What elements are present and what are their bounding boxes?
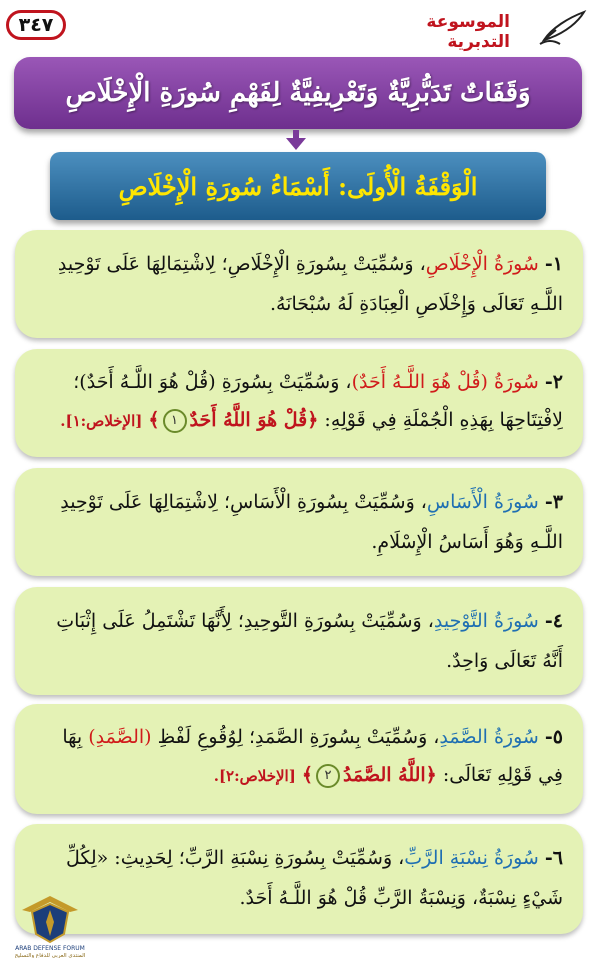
item-number: ٦- [544, 847, 563, 869]
item-number: ١- [544, 253, 563, 275]
list-item [15, 824, 583, 934]
verse-number: ٢ [316, 764, 340, 788]
site-title: الموسوعة التدبرية [426, 12, 510, 52]
quran-verse-close: ﴾ [148, 409, 160, 431]
item-number: ٥- [544, 726, 563, 748]
section-title: الْوَقْفَةُ الْأُولَى: أَسْمَاءُ سُورَةِ الْإِخْلَاصِ [118, 171, 478, 201]
item-number: ٣- [544, 491, 563, 513]
list-item [15, 704, 583, 814]
quill-pen-icon [538, 8, 588, 48]
verse-reference: [الإخلاص:١]. [60, 412, 143, 430]
forum-logo [2, 892, 98, 958]
list-item [15, 468, 583, 576]
item-text: ، وَسُمِّيَتْ بِسُورَةِ نِسْبَةِ الرَّبِّ؛ لِحَدِيثِ: «لِكُلِّ شَيْءٍ نِسْبَةٌ، وَنِسْبَةُ الرَّبِّ قُلْ هُوَ اللَّـهُ أَحَدٌ. [65, 847, 563, 909]
item-number: ٤- [544, 610, 563, 632]
item-text: ، وَسُمِّيَتْ بِسُورَةِ الْإِخْلَاصِ؛ لِاشْتِمَالِهَا عَلَى تَوْحِيدِ اللَّـهِ تَعَالَى وَإِخْلَاصِ الْعِبَادَةِ لَهُ سُبْحَانَهُ. [57, 253, 563, 315]
item-text-2: بِهَا فِي قَوْلِهِ تَعَالَى: [62, 726, 563, 786]
item-number: ٢- [544, 371, 563, 393]
logo-text-arabic: المنتدى العربي للدفاع والتسليح [14, 953, 86, 958]
down-arrow-icon [284, 130, 308, 152]
surah-name: سُورَةُ الْإِخْلَاصِ [425, 253, 539, 275]
list-item [15, 349, 583, 457]
section-title-banner [50, 152, 546, 220]
item-text: ، وَسُمِّيَتْ بِسُورَةِ التَّوحِيدِ؛ لِأَنَّهَا تَشْتَمِلُ عَلَى إِثْبَاتِ أَنَّهُ تَعَالَى وَاحِدٌ. [56, 610, 563, 672]
highlighted-word: (الصَّمَدِ) [88, 726, 152, 748]
list-item [15, 230, 583, 338]
page-number: ٣٤٧ [6, 10, 66, 40]
surah-name: سُورَةُ الْأَسَاسِ [426, 491, 539, 513]
logo-text-english: ARAB DEFENSE FORUM [15, 945, 85, 952]
surah-name: سُورَةُ الصَّمَدِ [439, 726, 539, 748]
list-item [15, 587, 583, 695]
verse-number: ١ [163, 409, 187, 433]
quran-verse: ﴿قُلْ هُوَ اللَّهُ أَحَدٌ [189, 409, 319, 431]
page-header [0, 0, 598, 52]
surah-name: سُورَةُ (قُلْ هُوَ اللَّـهُ أَحَدٌ) [351, 371, 539, 393]
surah-name: سُورَةُ التَّوْحِيدِ [433, 610, 539, 632]
quran-verse-close: ﴾ [301, 764, 314, 786]
surah-name: سُورَةُ نِسْبَةِ الرَّبِّ [404, 847, 539, 869]
verse-reference: [الإخلاص:٢]. [213, 767, 296, 785]
item-text: ، وَسُمِّيَتْ بِسُورَةِ الْأَسَاسِ؛ لِاشْتِمَالِهَا عَلَى تَوْحِيدِ اللَّـهِ وَهُوَ أَسَاسُ الْإِسْلَامِ. [60, 491, 563, 553]
main-title-banner [14, 57, 582, 129]
item-text: ، وَسُمِّيَتْ بِسُورَةِ (قُلْ هُوَ اللَّـهُ أَحَدٌ)؛ لِافْتِتَاحِهَا بِهَذِهِ الْجُمْلَةِ فِي قَوْلِهِ: [73, 371, 563, 431]
quran-verse: ﴿اللَّهُ الصَّمَدُ [343, 764, 437, 786]
main-title: وَقَفَاتٌ تَدَبُّرِيَّةٌ وَتَعْرِيفِيَّةٌ لِفَهْمِ سُورَةِ الْإِخْلَاصِ [65, 78, 531, 108]
item-text: ، وَسُمِّيَتْ بِسُورَةِ الصَّمَدِ؛ لِوُقُوعِ لَفْظِ [151, 726, 440, 748]
